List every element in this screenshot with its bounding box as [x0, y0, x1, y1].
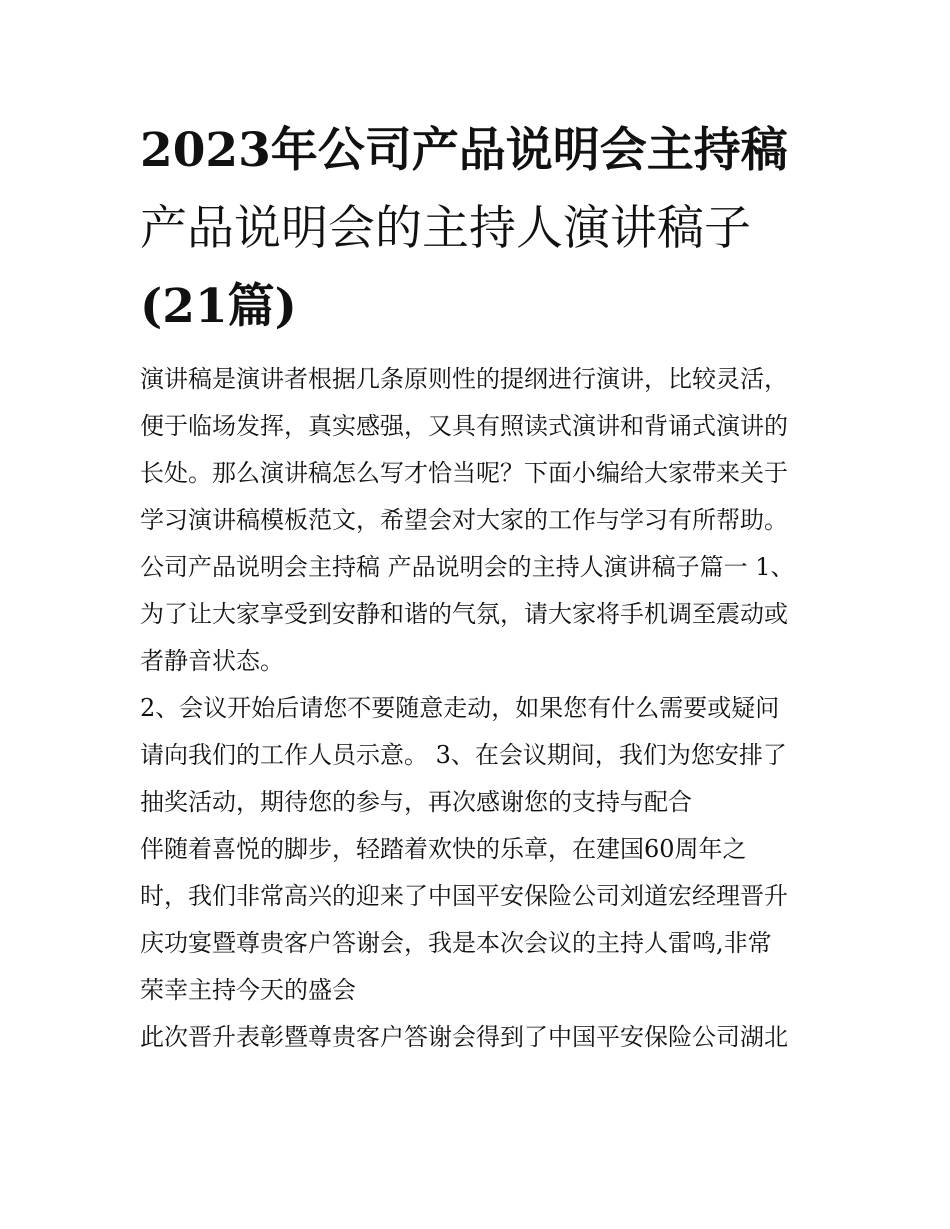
title-line-1: 2023年公司产品说明会主持稿: [140, 123, 788, 178]
body-line: 时，我们非常高兴的迎来了中国平安保险公司刘道宏经理晋升: [140, 882, 788, 910]
body-line: 荣幸主持今天的盛会: [140, 976, 356, 1004]
body-line: 者静音状态。: [140, 647, 284, 675]
body-line: 便于临场发挥，真实感强，又具有照读式演讲和背诵式演讲的: [140, 412, 788, 440]
body-line: 公司产品说明会主持稿 产品说明会的主持人演讲稿子篇一 1、: [140, 553, 795, 581]
body-line: 为了让大家享受到安静和谐的气氛，请大家将手机调至震动或: [140, 600, 788, 628]
body-line: 2、会议开始后请您不要随意走动，如果您有什么需要或疑问: [140, 694, 780, 722]
title-line-2: 产品说明会的主持人演讲稿子: [140, 201, 751, 256]
body-line: 长处。那么演讲稿怎么写才恰当呢？下面小编给大家带来关于: [140, 459, 788, 487]
title-line-3: (21篇): [140, 279, 297, 334]
body-line: 演讲稿是演讲者根据几条原则性的提纲进行演讲，比较灵活，: [140, 365, 788, 393]
body-line: 请向我们的工作人员示意。 3、在会议期间，我们为您安排了: [140, 741, 787, 769]
body-line: 抽奖活动，期待您的参与，再次感谢您的支持与配合: [140, 788, 692, 816]
body-line: 庆功宴暨尊贵客户答谢会，我是本次会议的主持人雷鸣,非常: [140, 929, 772, 957]
document-title: [140, 112, 830, 346]
body-line: 此次晋升表彰暨尊贵客户答谢会得到了中国平安保险公司湖北: [140, 1023, 788, 1051]
body-line: 学习演讲稿模板范文，希望会对大家的工作与学习有所帮助。: [140, 506, 788, 534]
document-body: [140, 356, 830, 1061]
body-line: 伴随着喜悦的脚步，轻踏着欢快的乐章，在建国60周年之: [140, 835, 747, 863]
